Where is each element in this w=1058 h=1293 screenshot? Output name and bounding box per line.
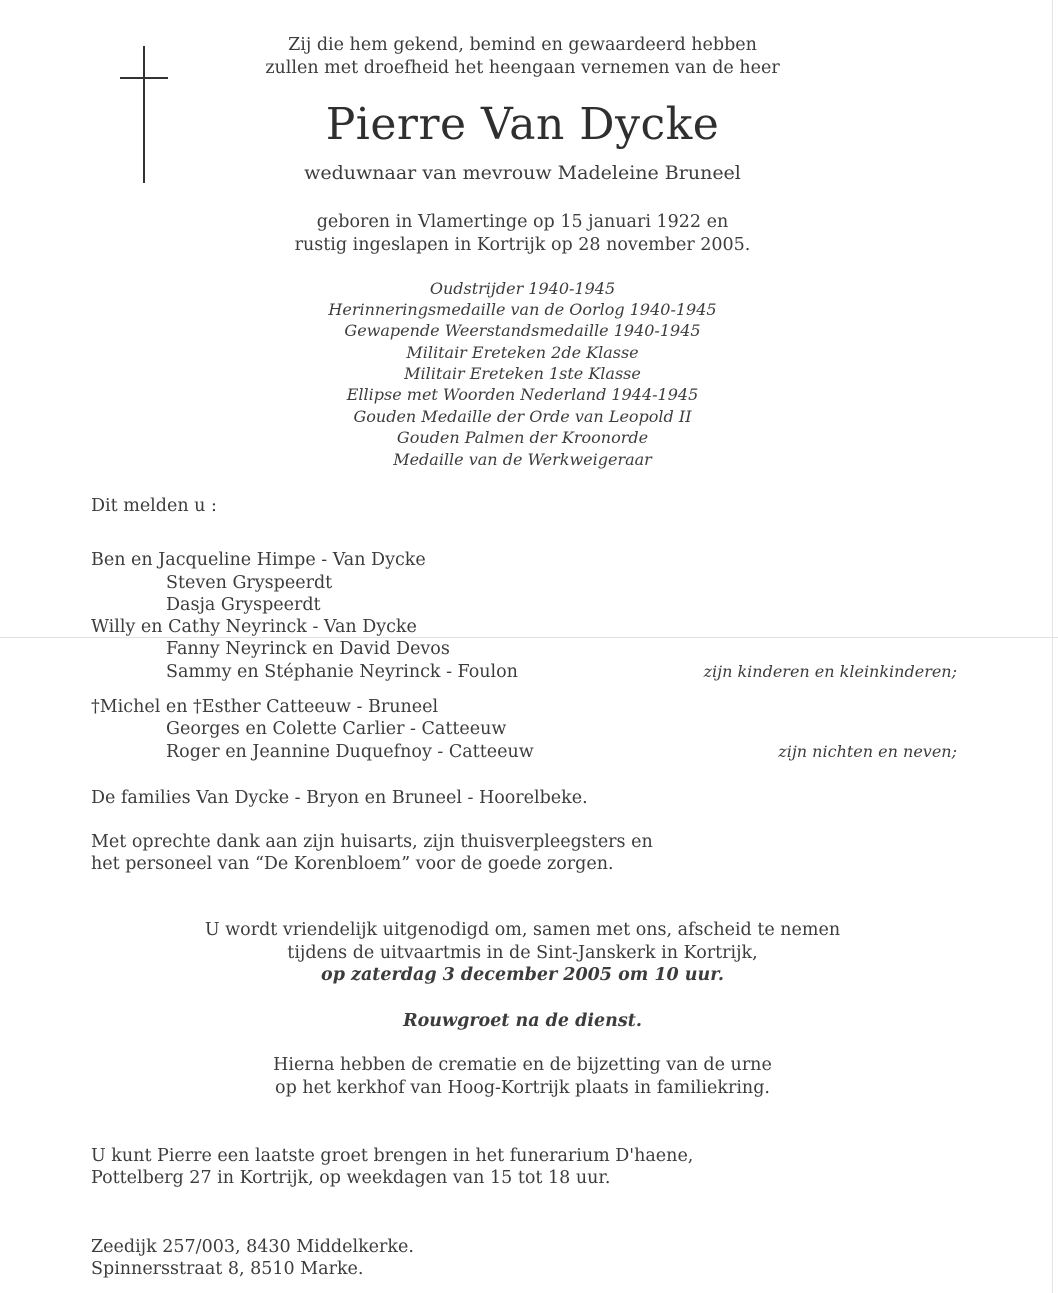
service-date: op zaterdag 3 december 2005 om 10 uur. (321, 965, 724, 985)
condolence-note: Rouwgroet na de dienst. (403, 1011, 642, 1031)
address-line-1: Zeedijk 257/003, 8430 Middelkerke. (91, 1237, 414, 1257)
invitation-line-2: tijdens de uitvaartmis in de Sint-Janskerk in Kortrijk, (287, 943, 758, 963)
death-line: rustig ingeslapen in Kortrijk op 28 november 2005. (294, 235, 751, 255)
visit-line-2: Pottelberg 27 in Kortrijk, op weekdagen van 15 tot 18 uur. (91, 1168, 611, 1188)
deceased-name: Pierre Van Dycke (325, 99, 720, 150)
family-member: †Michel en †Esther Catteeuw - Bruneel (91, 697, 439, 717)
decoration-item: Ellipse met Woorden Nederland 1944-1945 (346, 385, 699, 404)
cremation-line-1: Hierna hebben de crematie en de bijzetting van de urne (273, 1055, 772, 1075)
announce-label: Dit melden u : (91, 496, 217, 516)
thanks-line-1: Met oprechte dank aan zijn huisarts, zijn thuisverpleegsters en (91, 832, 653, 852)
intro-line-1: Zij die hem gekend, bemind en gewaardeerd hebben (288, 35, 757, 55)
children-role: zijn kinderen en kleinkinderen; (703, 662, 957, 681)
widower-line: weduwnaar van mevrouw Madeleine Bruneel (304, 162, 741, 184)
family-member: Roger en Jeannine Duquefnoy - Catteeuw (166, 742, 534, 762)
decoration-item: Militair Ereteken 2de Klasse (406, 343, 639, 362)
family-member: Georges en Colette Carlier - Catteeuw (166, 719, 507, 739)
page-edge (1052, 0, 1053, 1293)
family-member: Willy en Cathy Neyrinck - Van Dycke (91, 617, 417, 637)
decoration-item: Medaille van de Werkweigeraar (393, 450, 652, 469)
birth-line: geboren in Vlamertinge op 15 januari 1922 en (316, 212, 729, 232)
intro-line-2: zullen met droefheid het heengaan vernemen van de heer (265, 58, 780, 78)
thanks-line-2: het personeel van “De Korenbloem” voor de goede zorgen. (91, 854, 614, 874)
visit-line-1: U kunt Pierre een laatste groet brengen in het funerarium D'haene, (91, 1146, 694, 1166)
family-member: Fanny Neyrinck en David Devos (166, 639, 450, 659)
relatives-role: zijn nichten en neven; (778, 742, 957, 761)
invitation-line-1: U wordt vriendelijk uitgenodigd om, samen met ons, afscheid te nemen (204, 920, 841, 940)
families-line: De families Van Dycke - Bryon en Bruneel - Hoorelbeke. (91, 788, 588, 808)
decoration-item: Oudstrijder 1940-1945 (429, 279, 616, 298)
family-member: Sammy en Stéphanie Neyrinck - Foulon (166, 662, 518, 682)
decoration-item: Gewapende Weerstandsmedaille 1940-1945 (344, 321, 701, 340)
family-member: Ben en Jacqueline Himpe - Van Dycke (91, 550, 426, 570)
decoration-item: Herinneringsmedaille van de Oorlog 1940-1945 (328, 300, 717, 319)
cremation-line-2: op het kerkhof van Hoog-Kortrijk plaats in familiekring. (275, 1078, 770, 1098)
decoration-item: Gouden Medaille der Orde van Leopold II (353, 407, 692, 426)
decoration-item: Gouden Palmen der Kroonorde (396, 428, 649, 447)
family-member: Dasja Gryspeerdt (166, 595, 321, 615)
decoration-item: Militair Ereteken 1ste Klasse (404, 364, 641, 383)
address-line-2: Spinnersstraat 8, 8510 Marke. (91, 1259, 364, 1279)
family-member: Steven Gryspeerdt (166, 573, 333, 593)
